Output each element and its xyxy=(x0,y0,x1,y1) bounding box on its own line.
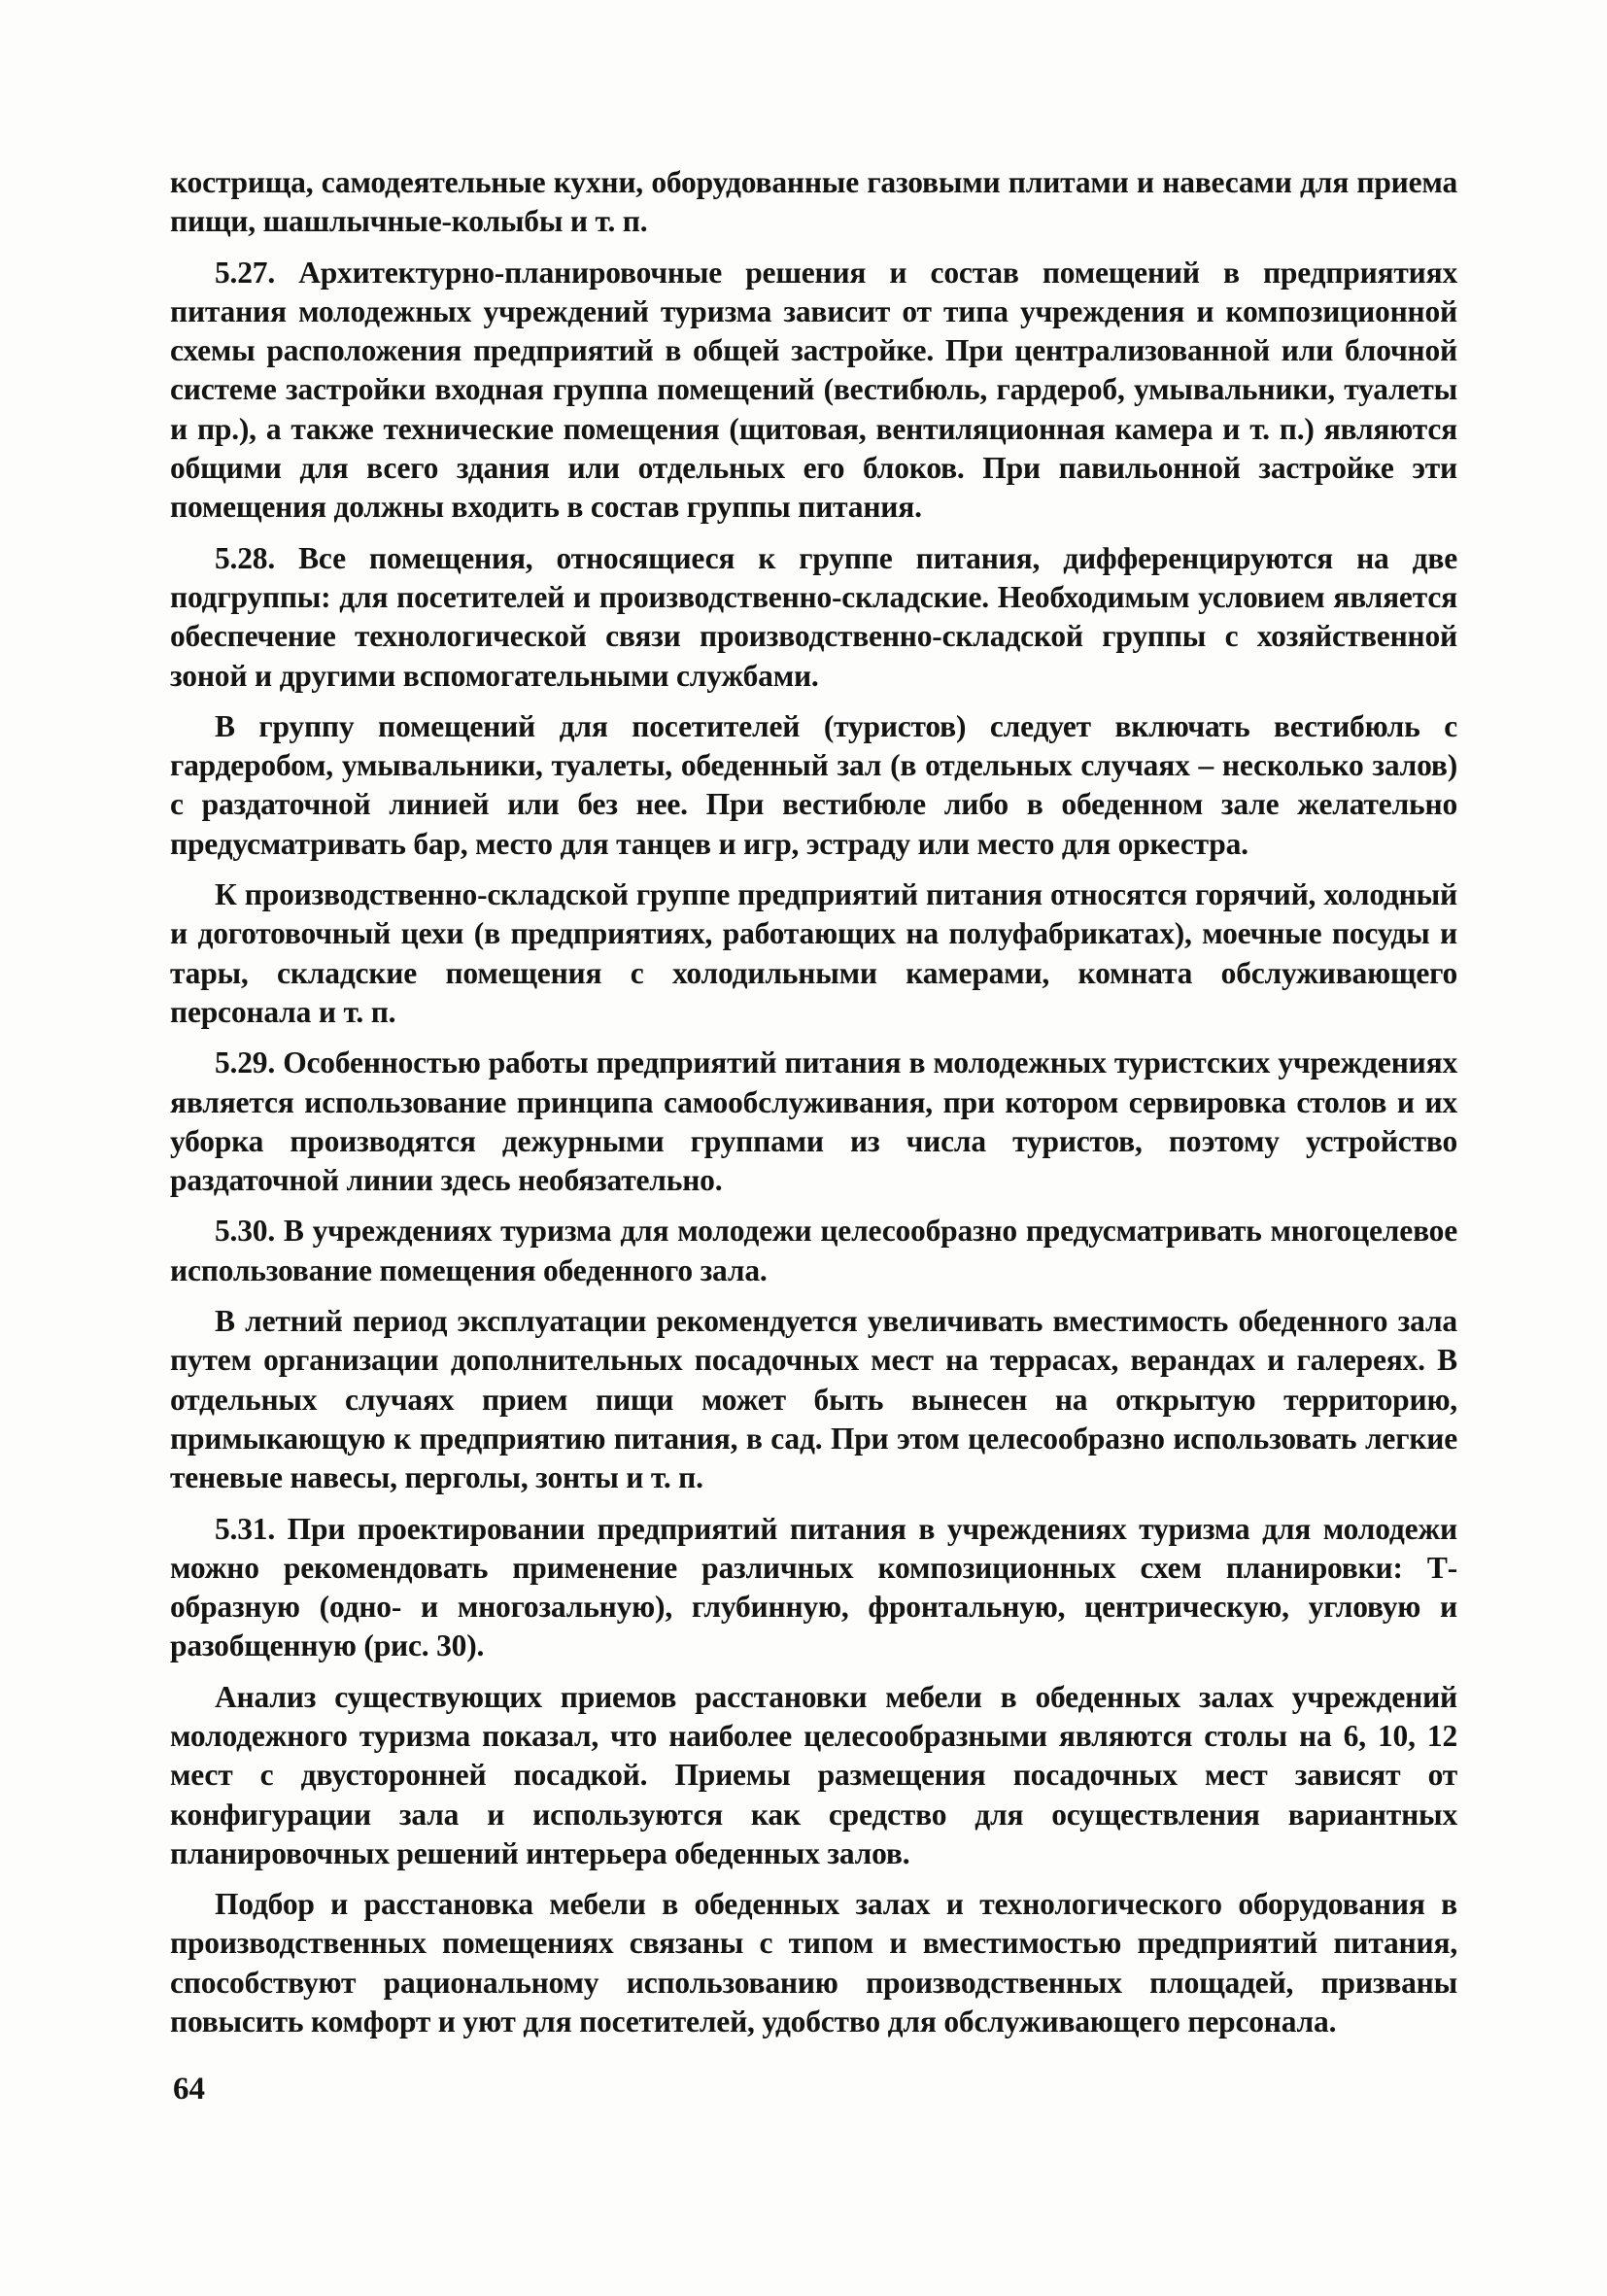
paragraph-5-28 xyxy=(170,539,1457,696)
paragraph-text: кострища, самодеятельные кухни, оборудованные газовыми плитами и навесами для приема пищи, шашлычные-колыбы и т. п. xyxy=(170,165,1457,239)
body-text xyxy=(170,163,1457,2053)
section-number: 5.29. xyxy=(215,1045,276,1080)
section-number: 5.30. xyxy=(215,1214,276,1249)
section-number: 5.27. xyxy=(215,255,276,290)
paragraph-production-group xyxy=(170,875,1457,1032)
paragraph-5-30 xyxy=(170,1212,1457,1290)
paragraph-5-31 xyxy=(170,1510,1457,1666)
page-number: 64 xyxy=(173,2072,205,2107)
paragraph-text: Особенностью работы предприятий питания в молодежных туристских учреждениях является использование принципа самообслуживания, при котором сервировка столов и их уборка производятся дежурными группами из числа туристов, поэтому устройство раздаточной линии здесь необязательно. xyxy=(170,1045,1457,1198)
paragraph-5-29 xyxy=(170,1044,1457,1200)
paragraph-continuation xyxy=(170,163,1457,242)
paragraph-furniture-selection xyxy=(170,1885,1457,2041)
paragraph-text: Подбор и расстановка мебели в обеденных залах и технологического оборудования в производственных помещениях связаны с типом и вместимостью предприятий питания, способствуют рациональному использованию производственных площадей, призваны повысить комфорт и уют для посетителей, удобство для обслуживающего персонала. xyxy=(170,1887,1457,2039)
paragraph-furniture-analysis xyxy=(170,1678,1457,1873)
paragraph-text: К производственно-складской группе предприятий питания относятся горячий, холодный и доготовочный цехи (в предприятиях, работающих на полуфабрикатах), моечные посуды и тары, складские помещения с холодильными камерами, комната обслуживающего персонала и т. п. xyxy=(170,877,1457,1029)
paragraph-text: При проектировании предприятий питания в учреждениях туризма для молодежи можно рекомендовать применение различных композиционных схем планировки: Т-образную (одно- и многозальную), глубинную, фронтальную, центрическую, угловую и разобщенную (рис. 30). xyxy=(170,1511,1457,1663)
paragraph-5-27 xyxy=(170,254,1457,528)
paragraph-text: Архитектурно-планировочные решения и состав помещений в предприятиях питания молодежных учреждений туризма зависит от типа учреждения и композиционной схемы расположения предприятий в общей застройке. При централизованной или блочной системе застройки входная группа помещений (вестибюль, гардероб, умывальники, туалеты и пр.), а также технические помещения (щитовая, вентиляционная камера и т. п.) являются общими для всего здания или отдельных его блоков. При павильонной застройке эти помещения должны входить в состав группы питания. xyxy=(170,255,1457,525)
paragraph-text: В учреждениях туризма для молодежи целесообразно предусматривать многоцелевое использование помещения обеденного зала. xyxy=(170,1214,1457,1287)
paragraph-summer-period xyxy=(170,1302,1457,1497)
paragraph-text: В группу помещений для посетителей (туристов) следует включать вестибюль с гардеробом, умывальники, туалеты, обеденный зал (в отдельных случаях – несколько залов) с раздаточной линией или без нее. При вестибюле либо в обеденном зале желательно предусматривать бар, место для танцев и игр, эстраду или место для оркестра. xyxy=(170,708,1457,861)
paragraph-text: Все помещения, относящиеся к группе питания, дифференцируются на две подгруппы: для посетителей и производственно-складские. Необходимым условием является обеспечение технологической связи производственно-складской группы с хозяйственной зоной и другими вспомогательными службами. xyxy=(170,540,1457,693)
paragraph-text: Анализ существующих приемов расстановки мебели в обеденных залах учреждений молодежного туризма показал, что наиболее целесообразными являются столы на 6, 10, 12 мест с двусторонней посадкой. Приемы размещения посадочных мест зависят от конфигурации зала и используются как средство для осуществления вариантных планировочных решений интерьера обеденных залов. xyxy=(170,1679,1457,1870)
paragraph-visitors-group xyxy=(170,707,1457,864)
paragraph-text: В летний период эксплуатации рекомендуется увеличивать вместимость обеденного зала путем организации дополнительных посадочных мест на террасах, верандах и галереях. В отдельных случаях прием пищи может быть вынесен на открытую территорию, примыкающую к предприятию питания, в сад. При этом целесообразно использовать легкие теневые навесы, перголы, зонты и т. п. xyxy=(170,1304,1457,1495)
section-number: 5.31. xyxy=(215,1511,276,1546)
section-number: 5.28. xyxy=(215,540,276,575)
